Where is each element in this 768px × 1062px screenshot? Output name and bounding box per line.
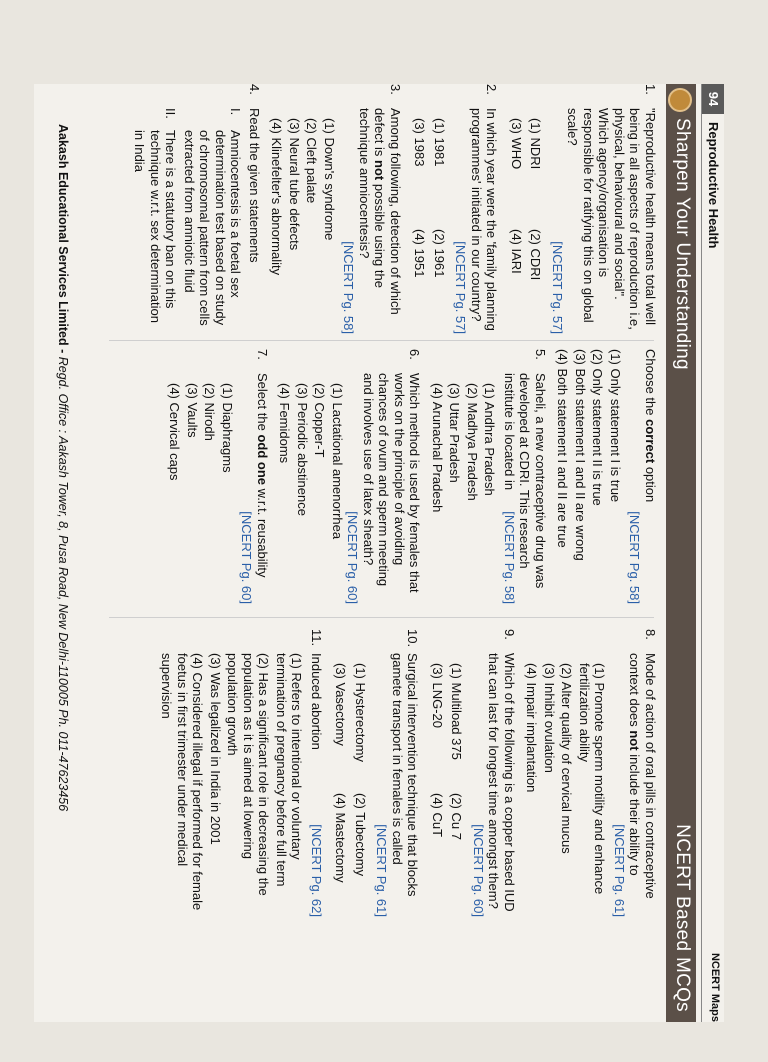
emphasis-not: not <box>372 160 388 181</box>
option: (2) CDRI <box>528 229 544 281</box>
column-divider <box>109 617 654 618</box>
rotated-page <box>34 84 724 1022</box>
question-number: 9. <box>502 629 517 640</box>
question-4-continued <box>555 349 658 604</box>
option: (4) Cervical caps <box>167 383 183 481</box>
ncert-reference: [NCERT Pg. 62] <box>309 824 324 917</box>
option: (2) Copper-T <box>312 383 328 458</box>
question-text: In which year were the 'family planning programmes' initiated in our country? <box>469 108 500 331</box>
statement-text: There is a statutory ban on this technique w.r.t. sex determination in India <box>132 130 179 323</box>
question-number: 3. <box>388 84 403 95</box>
ncert-reference: [NCERT Pg. 60] <box>345 511 361 604</box>
column-3 <box>152 629 658 917</box>
question-11 <box>159 629 324 917</box>
page-number: 94 <box>702 84 724 114</box>
option: (4) Femidoms <box>277 383 293 464</box>
option: (1) Multiload 375 <box>449 663 465 760</box>
option: (3) Neural tube defects <box>287 118 302 251</box>
option: (1) Andhra Pradesh <box>482 383 498 496</box>
option: (1) Only statement I is true <box>608 349 623 503</box>
option: (3) Vaults <box>185 383 200 438</box>
ncert-reference: [NCERT Pg. 58] <box>627 511 643 604</box>
option: (3) 1983 <box>412 118 428 167</box>
question-4 <box>132 84 262 334</box>
options <box>507 108 546 334</box>
question-text: Mode of action of oral pills in contraceptive context does <box>627 653 658 899</box>
option: (3) Inhibit ovulation <box>542 663 557 773</box>
choose-text: option <box>643 466 658 503</box>
options <box>555 349 623 604</box>
emphasis-odd-one: odd one <box>255 434 270 485</box>
option: (4) Impair implantation <box>524 663 540 793</box>
option: (2) 1961 <box>432 229 447 278</box>
question-number: 11. <box>309 629 324 647</box>
question-6 <box>277 349 423 604</box>
option: (1) Refers to intentional or voluntary termination of pregnancy before full term <box>274 653 305 887</box>
statement-2 <box>132 108 179 334</box>
question-number: 6. <box>407 349 423 360</box>
question-text: Which method is used by females that works on the principle of avoiding chances of ovum and sperm meeting and involves use of latex sheath? <box>361 373 423 593</box>
question-7 <box>167 349 270 604</box>
question-8 <box>524 629 658 917</box>
option: (4) Arunachal Pradesh <box>430 383 445 513</box>
page-footer <box>56 84 70 1062</box>
question-number: 8. <box>643 629 658 640</box>
option: (4) Both statement I and II are true <box>555 349 571 548</box>
option: (3) Periodic abstinence <box>295 383 310 516</box>
option: (3) Vasectomy <box>333 663 349 746</box>
question-number: 7. <box>255 349 270 360</box>
choose-text: Choose the <box>643 349 658 416</box>
question-number: 5. <box>533 349 548 360</box>
question-text: Which of the following is a copper based IUD that can last for longest time amongst them? <box>486 653 517 912</box>
question-text: Among following, detection of which defect is <box>372 108 403 315</box>
option: (2) Alter quality of cervical mucus <box>559 663 575 854</box>
option: (3) LNG-20 <box>430 663 445 729</box>
question-text: w.r.t. reusability <box>255 488 270 578</box>
question-number: 2. <box>484 84 500 95</box>
ncert-reference: [NCERT Pg. 61] <box>374 824 390 917</box>
ncert-reference: [NCERT Pg. 61] <box>612 824 627 917</box>
options <box>167 373 235 604</box>
ncert-reference: [NCERT Pg. 60] <box>239 511 255 604</box>
question-text: Read the given statements <box>247 108 262 263</box>
options <box>430 373 498 604</box>
question-2 <box>410 84 500 334</box>
options <box>524 653 608 917</box>
option: (4) IARI <box>509 229 524 274</box>
options <box>277 373 345 604</box>
option: (1) Lactational amenorrhea <box>330 383 345 540</box>
question-text: "Reproductive health means total well being in all aspects of reproduction i.e, physical, behavioural and social". Which agency/organisation is responsible for ratifying this on global scale? <box>565 108 658 330</box>
question-number: 10. <box>405 629 421 648</box>
ncert-reference: [NCERT Pg. 60] <box>471 824 486 917</box>
option: (2) Madhya Pradesh <box>465 383 480 501</box>
option: (2) Nirodh <box>202 383 218 441</box>
option: (3) Was legalized in India in 2001 <box>208 653 223 845</box>
question-text: Surgical intervention technique that blocks gamete transport in females is called <box>390 653 421 897</box>
statement-text: Amniocentesis is a foetal sex determination test based on study of chromosomal pattern from cells extracted from amniotic fluid <box>182 130 244 326</box>
question-10 <box>331 629 421 917</box>
option: (2) Only statement II is true <box>590 349 606 506</box>
chapter-title: Reproductive Health <box>706 122 721 249</box>
question-number: 4. <box>247 84 262 95</box>
question-text: Select the <box>255 373 270 431</box>
option: (1) Promote sperm motility and enhance fertilization ability <box>577 663 608 895</box>
option: (3) WHO <box>509 118 524 170</box>
ncert-reference: [NCERT Pg. 57] <box>550 241 565 334</box>
emphasis-correct: correct <box>643 419 658 464</box>
ncert-reference: [NCERT Pg. 58] <box>502 511 517 604</box>
option: (2) Tubectomy <box>353 793 368 877</box>
page-header <box>701 84 724 1022</box>
column-1 <box>125 84 658 334</box>
option: (1) 1981 <box>432 118 447 167</box>
option: (4) Considered illegal if performed for female foetus in first trimester under medical supervision <box>159 653 206 911</box>
option: (3) Uttar Pradesh <box>447 383 463 483</box>
option: (1) Diaphragms <box>220 383 235 473</box>
question-1 <box>507 84 659 334</box>
option: (2) Has a significant role in decreasing the population as it is aimed at lowering population growth <box>225 653 272 896</box>
footer-office: Regd. Office : Aakash Tower, 8, Pusa Road, New Delhi-110005 Ph. 011-47623456 <box>56 356 70 812</box>
ncert-reference: [NCERT Pg. 57] <box>453 241 469 334</box>
statement-number: I. <box>228 108 244 116</box>
question-9 <box>428 629 518 917</box>
options <box>269 108 337 334</box>
options <box>159 653 305 917</box>
question-text: Induced abortion <box>309 653 324 750</box>
ncert-reference: [NCERT Pg. 58] <box>341 241 357 334</box>
column-2 <box>160 349 658 604</box>
statement-1 <box>182 108 244 334</box>
emphasis-not: not <box>627 730 643 751</box>
option: (2) Cleft palate <box>304 118 320 204</box>
option: (2) Cu 7 <box>449 793 465 840</box>
header-right-label: NCERT Maps <box>709 952 721 1022</box>
options <box>410 108 449 334</box>
options <box>331 653 370 917</box>
question-text: Saheli, a new contraceptive drug was developed at CDRI. This research institute is located in <box>502 373 548 589</box>
option: (1) Hysterectomy <box>353 663 368 762</box>
section-logo-icon <box>668 88 692 112</box>
footer-company: Aakash Educational Services Limited - <box>56 124 70 354</box>
option: (3) Both statement I and II are wrong <box>573 349 588 561</box>
question-text: possible using the technique amniocentesis? <box>357 108 388 288</box>
option: (1) NDRI <box>528 118 544 170</box>
section-band <box>666 84 696 1022</box>
option: (1) Down's syndrome <box>322 118 337 241</box>
option: (4) Mastectomy <box>333 793 349 883</box>
option: (4) Klinefelter's abnormality <box>269 118 285 276</box>
column-divider <box>109 340 654 341</box>
option: (4) CuT <box>430 793 445 838</box>
question-5 <box>430 349 549 604</box>
options <box>428 653 467 917</box>
section-title-left: Sharpen Your Understanding <box>672 118 693 370</box>
option: (4) 1951 <box>412 229 428 278</box>
question-3 <box>269 84 403 334</box>
question-number: 1. <box>643 84 658 95</box>
section-title-right: NCERT Based MCQs <box>672 824 693 1012</box>
question-text: include their ability to <box>627 754 643 876</box>
statement-number: II. <box>163 108 179 119</box>
